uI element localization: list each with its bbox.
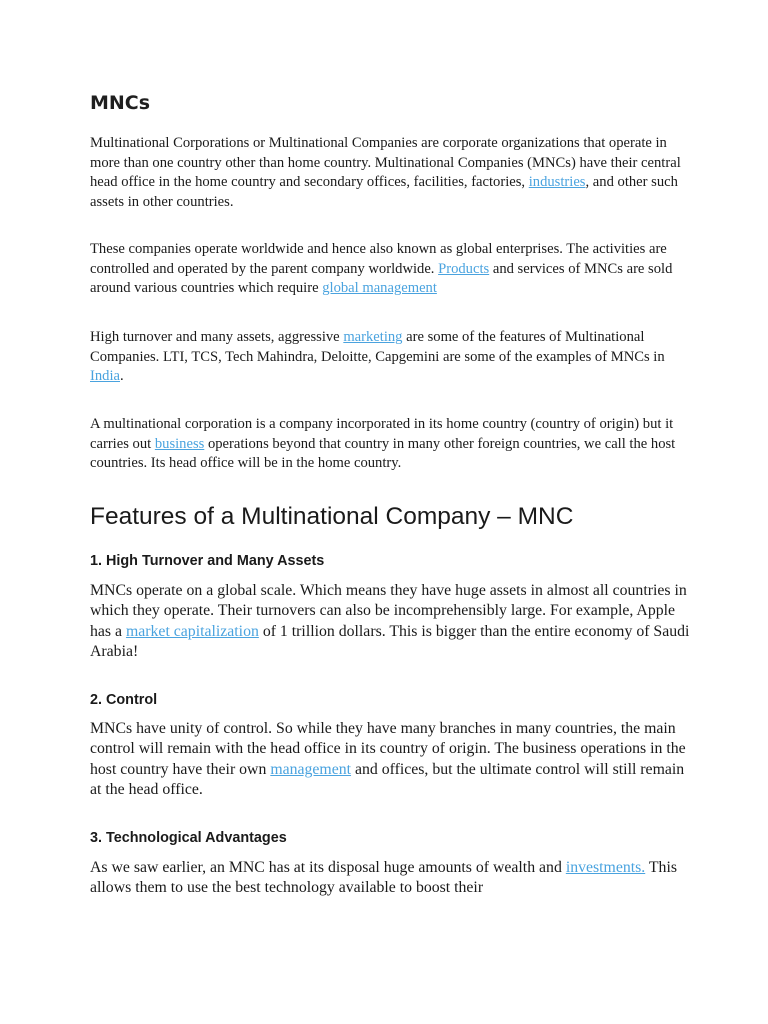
paragraph-home-country: A multinational corporation is a company incorporated in its home country (country of origin) but it carries out business operations beyond that country in many other foreign countries, we call the host countries. Its head office will be in the home country. bbox=[90, 416, 676, 472]
paragraph-global-enterprises: These companies operate worldwide and hence also known as global enterprises. The activities are controlled and operated by the parent company worldwide. Products and services of MNCs are sold around various countries which require global management bbox=[90, 241, 673, 297]
link-investments[interactable]: investments. bbox=[565, 859, 646, 876]
paragraph-technological-advantages: As we saw earlier, an MNC has at its disposal huge amounts of wealth and investments. This allows them to use the best technology available to boost their bbox=[90, 859, 677, 897]
heading-control: 2. Control bbox=[90, 692, 158, 708]
link-products[interactable]: Products bbox=[438, 260, 490, 277]
paragraph-mnc-definition: Multinational Corporations or Multinational Companies are corporate organizations that operate in more than one country other than home country. Multinational Companies (MNCs) have their central head office in the home country and secondary offices, facilities, factories, industries, and other such assets in other countries. bbox=[90, 135, 681, 211]
heading-mncs: MNCs bbox=[90, 92, 151, 114]
heading-technological-advantages: 3. Technological Advantages bbox=[90, 830, 287, 846]
link-industries[interactable]: industries bbox=[528, 174, 586, 191]
link-global-management[interactable]: global management bbox=[322, 280, 437, 297]
link-management[interactable]: management bbox=[270, 760, 352, 778]
paragraph-turnover-assets: High turnover and many assets, aggressive marketing are some of the features of Multinational Companies. LTI, TCS, Tech Mahindra, Deloitte, Capgemini are some of the examples of MNCs in India. bbox=[90, 329, 665, 385]
paragraph-control: MNCs have unity of control. So while they have many branches in many countries, the main control will remain with the head office in its country of origin. The business operations in the host country have their own management and offices, but the ultimate control will still remain at the head office. bbox=[90, 720, 686, 799]
link-india[interactable]: India bbox=[90, 368, 120, 385]
paragraph-high-turnover: MNCs operate on a global scale. Which means they have huge assets in almost all countries in which they operate. Their turnovers can also be incomprehensibly large. For example, Apple has a market capitalization of 1 trillion dollars. This is bigger than the entire economy of Saudi Arabia! bbox=[90, 582, 690, 661]
heading-high-turnover: 1. High Turnover and Many Assets bbox=[90, 553, 325, 569]
link-business[interactable]: business bbox=[154, 435, 205, 452]
heading-features: Features of a Multinational Company – MNC bbox=[90, 503, 574, 530]
link-marketing[interactable]: marketing bbox=[343, 329, 403, 345]
link-market-capitalization[interactable]: market capitalization bbox=[125, 622, 259, 640]
